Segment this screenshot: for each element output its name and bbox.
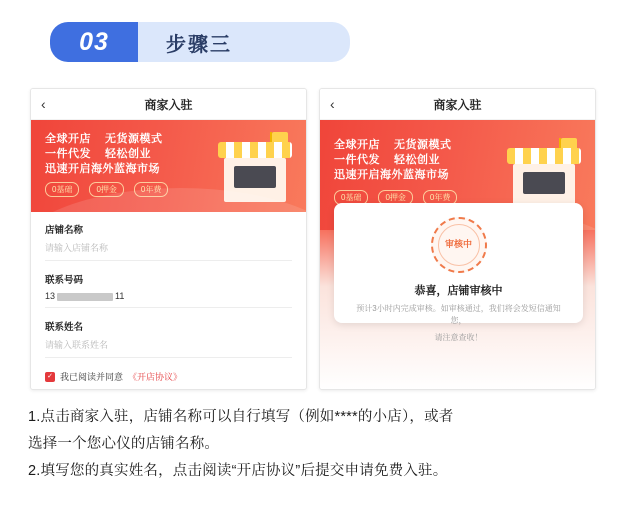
caption-line-3: 2.填写您的真实姓名，点击阅读“开店协议”后提交申请免费入驻。 (28, 462, 448, 479)
step-header (50, 22, 350, 62)
phone-input[interactable] (45, 291, 292, 308)
phone-suffix: 11 (115, 291, 125, 301)
phone-masked-digits (57, 293, 113, 301)
banner-right-line-3: 迅速开启海外蓝海市场 (334, 168, 449, 181)
field-phone (45, 272, 292, 308)
nav-title-left: 商家入驻 (144, 97, 193, 112)
nav-bar-right (320, 89, 595, 120)
banner-text-left (45, 132, 163, 177)
agreement-row[interactable] (45, 370, 292, 383)
review-desc-line2: 请注意查收！ (434, 333, 483, 342)
banner-tag-2: 0年费 (134, 182, 168, 197)
review-title: 恭喜，店铺审核中 (414, 285, 503, 297)
agreement-text: 我已阅读并同意 (60, 372, 124, 382)
step-title: 步骤三 (138, 22, 350, 62)
back-icon-right[interactable]: ‹ (330, 96, 335, 112)
banner-line-1a: 全球开店 (45, 133, 91, 145)
field-shop-name (45, 222, 292, 261)
banner-line-1 (45, 132, 163, 147)
review-status-card (334, 203, 583, 342)
agreement-checkbox[interactable]: ✓ (45, 372, 55, 382)
step-number: 03 (50, 22, 138, 62)
merchant-form (31, 212, 306, 383)
banner-line-2a: 一件代发 (45, 147, 91, 160)
banner-tag-1: 0押金 (89, 182, 123, 197)
review-desc-line1: 预计3小时内完成审核。如审核通过，我们将会发短信通知您， (356, 304, 561, 325)
agreement-link[interactable]: 《开店协议》 (128, 372, 183, 382)
banner-tags-left (45, 182, 168, 197)
review-stamp-text: 审核中 (438, 224, 480, 266)
caption-line-1: 1.点击商家入驻，店铺名称可以自行填写（例如****的小店），或者 (28, 409, 454, 425)
phone-screen-review (319, 88, 596, 390)
banner-line-2 (45, 147, 163, 162)
nav-title-right: 商家入驻 (433, 97, 482, 112)
field-contact-name (45, 319, 292, 358)
banner-right-line-2b: 轻松创业 (394, 153, 440, 166)
back-icon[interactable]: ‹ (41, 96, 46, 112)
banner-right-tag-0: 0基础 (334, 190, 368, 205)
screenshot-panels (30, 88, 596, 388)
banner-line-3: 迅速开启海外蓝海市场 (45, 162, 160, 175)
banner-line-1b: 无货源模式 (105, 133, 163, 145)
banner-right-line-1a: 全球开店 (334, 139, 380, 151)
banner-right-line-2a: 一件代发 (334, 153, 380, 166)
banner-tag-0: 0基础 (45, 182, 79, 197)
phone-screen-form (30, 88, 307, 390)
promo-banner-left (31, 120, 306, 212)
banner-right-tag-2: 0年费 (423, 190, 457, 205)
contact-name-input[interactable]: 请输入联系姓名 (45, 338, 292, 358)
shop-illustration-icon-right (507, 138, 581, 210)
caption-line-2: 选择一个您心仪的店铺名称。 (28, 435, 220, 452)
banner-right-line-2 (334, 153, 452, 168)
instruction-caption (28, 404, 603, 484)
phone-prefix: 13 (45, 291, 56, 301)
banner-right-tag-1: 0押金 (378, 190, 412, 205)
banner-line-2b: 轻松创业 (105, 147, 151, 160)
field-shop-name-label: 店铺名称 (45, 225, 84, 236)
banner-right-line-1 (334, 138, 452, 153)
banner-text-right (334, 138, 452, 183)
shop-name-input[interactable]: 请输入店铺名称 (45, 241, 292, 261)
nav-bar-left (31, 89, 306, 120)
banner-right-line-1b: 无货源模式 (394, 139, 452, 151)
review-stamp-icon (431, 217, 487, 273)
shop-illustration-icon (218, 132, 292, 204)
field-phone-label: 联系号码 (45, 275, 84, 286)
field-contact-name-label: 联系姓名 (45, 322, 84, 333)
